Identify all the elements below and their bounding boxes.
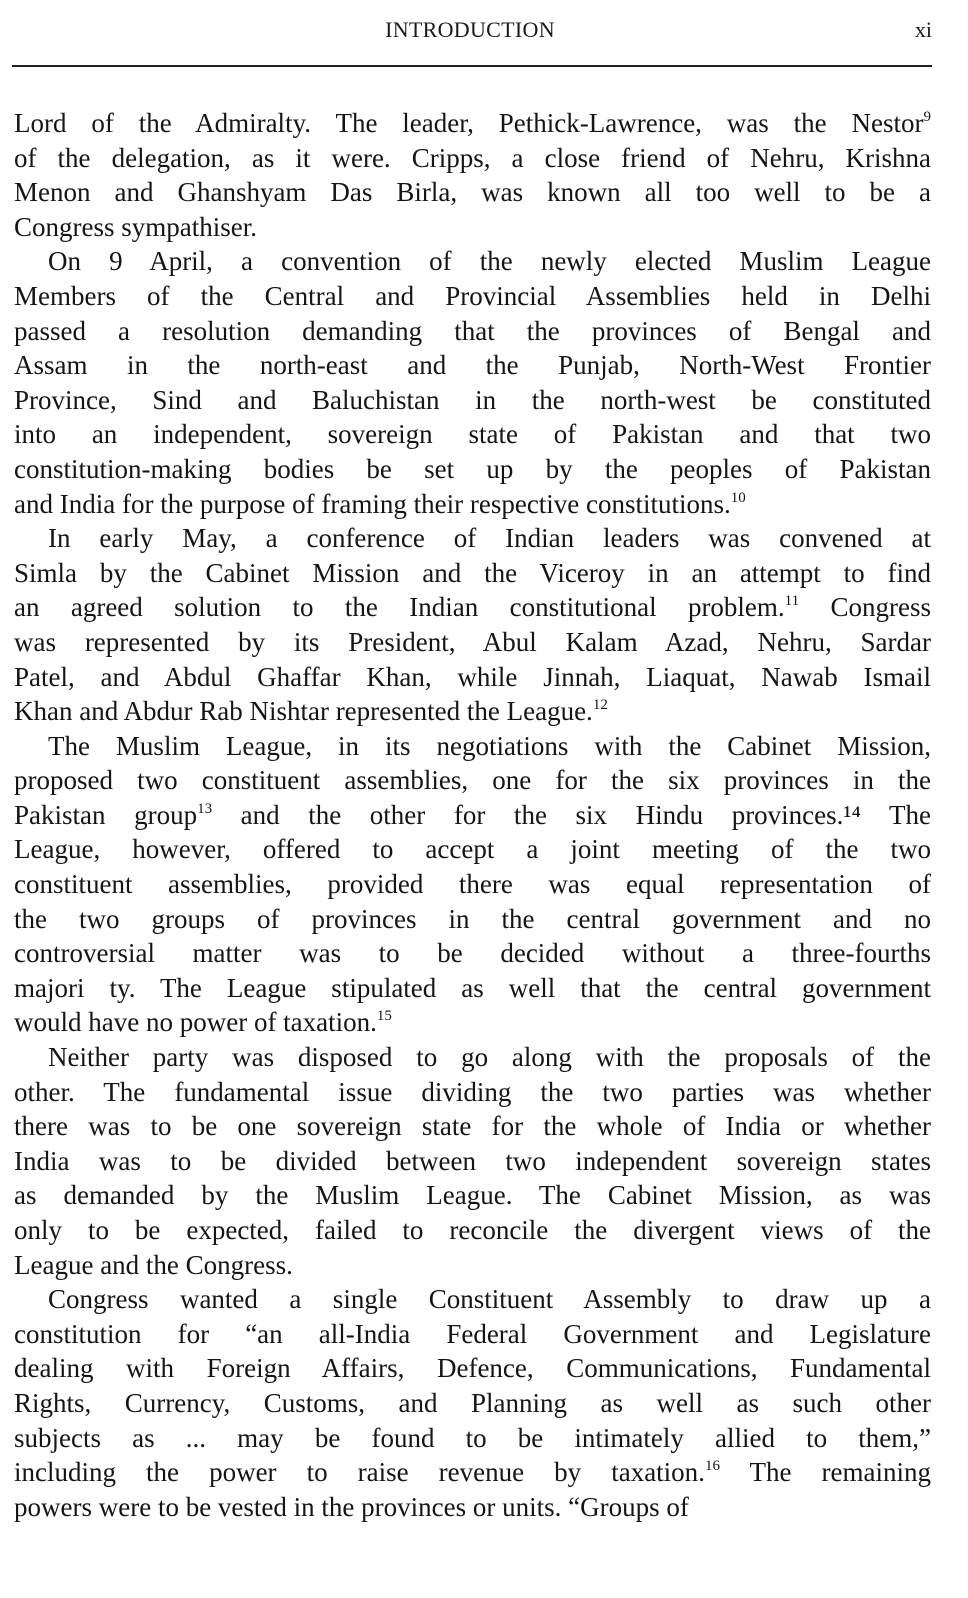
paragraph bbox=[14, 106, 931, 244]
line-text: The Muslim League, in its negotiations with the Cabinet Mission, bbox=[48, 730, 931, 761]
line-text-continued: and the other for the six Hindu provinces.¹⁴ The bbox=[212, 799, 931, 830]
line-text: dealing with Foreign Affairs, Defence, Communications, Fundamental bbox=[14, 1353, 931, 1384]
footnote-marker[interactable]: 13 bbox=[197, 800, 213, 817]
text-line bbox=[14, 729, 931, 764]
line-text: Assam in the north-east and the Punjab, North-West Frontier bbox=[14, 350, 931, 381]
text-line bbox=[14, 452, 931, 487]
paragraph bbox=[14, 1282, 931, 1524]
line-text: Lord of the Admiralty. The leader, Pethick-Lawrence, was the Nestor bbox=[14, 108, 924, 138]
text-line bbox=[14, 383, 931, 418]
line-text: Patel, and Abdul Ghaffar Khan, while Jinnah, Liaquat, Nawab Ismail bbox=[14, 661, 931, 692]
line-text: and India for the purpose of framing their respective constitutions. bbox=[14, 488, 731, 519]
line-text-continued: Congress bbox=[799, 592, 931, 623]
text-line bbox=[14, 1248, 931, 1283]
line-text: Rights, Currency, Customs, and Planning as well as such other bbox=[14, 1387, 931, 1418]
line-text: majori ty. The League stipulated as well that the central government bbox=[14, 972, 931, 1003]
text-line bbox=[14, 210, 931, 245]
line-text: would have no power of taxation. bbox=[14, 1007, 377, 1038]
line-text: Province, Sind and Baluchistan in the north-west be constituted bbox=[14, 384, 931, 415]
text-line bbox=[14, 141, 931, 176]
text-line bbox=[14, 1178, 931, 1213]
line-text: there was to be one sovereign state for the whole of India or whether bbox=[14, 1111, 931, 1142]
text-line bbox=[14, 521, 931, 556]
line-text: constituent assemblies, provided there was equal representation of bbox=[14, 869, 931, 900]
text-line bbox=[14, 279, 931, 314]
text-line bbox=[14, 106, 931, 141]
paragraph bbox=[14, 244, 931, 521]
text-line bbox=[14, 175, 931, 210]
line-text: powers were to be vested in the provinces or units. “Groups of bbox=[14, 1491, 689, 1522]
text-line bbox=[14, 902, 931, 937]
text-line bbox=[14, 867, 931, 902]
line-text: including the power to raise revenue by taxation. bbox=[14, 1457, 705, 1488]
line-text: passed a resolution demanding that the provinces of Bengal and bbox=[14, 315, 931, 346]
text-line bbox=[14, 694, 931, 729]
text-line bbox=[14, 832, 931, 867]
text-line bbox=[14, 244, 931, 279]
text-line bbox=[14, 487, 931, 522]
line-text: Congress sympathiser. bbox=[14, 211, 257, 242]
footnote-marker[interactable]: 11 bbox=[784, 593, 800, 610]
footnote-marker[interactable]: 16 bbox=[704, 1458, 720, 1475]
line-text: the two groups of provinces in the central government and no bbox=[14, 903, 931, 934]
page-number: xi bbox=[914, 17, 932, 42]
line-text: Members of the Central and Provincial Assemblies held in Delhi bbox=[14, 280, 931, 311]
line-text: constitution-making bodies be set up by the peoples of Pakistan bbox=[14, 453, 931, 484]
line-text: India was to be divided between two independent sovereign states bbox=[14, 1145, 931, 1176]
line-text: only to be expected, failed to reconcile the divergent views of the bbox=[14, 1215, 931, 1245]
text-line bbox=[14, 1317, 931, 1352]
running-head: INTRODUCTION bbox=[385, 17, 555, 42]
text-line bbox=[14, 314, 931, 349]
line-text: controversial matter was to be decided without a three-fourths bbox=[14, 938, 931, 969]
line-text: other. The fundamental issue dividing the two parties was whether bbox=[14, 1076, 931, 1107]
line-text: subjects as ... may be found to be intimately allied to them,” bbox=[14, 1422, 931, 1453]
line-text: League and the Congress. bbox=[14, 1249, 293, 1280]
paragraph bbox=[14, 521, 931, 729]
line-text: of the delegation, as it were. Cripps, a close friend of Nehru, Krishna bbox=[14, 142, 931, 173]
line-text: constitution for “an all-India Federal Government and Legislature bbox=[14, 1318, 931, 1349]
text-line bbox=[14, 936, 931, 971]
text-line bbox=[14, 1040, 931, 1075]
footnote-marker[interactable]: 9 bbox=[923, 109, 931, 125]
line-text: as demanded by the Muslim League. The Cabinet Mission, as was bbox=[14, 1180, 931, 1211]
text-line bbox=[14, 660, 931, 695]
footnote-marker[interactable]: 10 bbox=[730, 489, 746, 506]
text-line bbox=[14, 590, 931, 625]
text-line bbox=[14, 971, 931, 1006]
line-text: Pakistan group bbox=[14, 799, 198, 830]
footnote-marker[interactable]: 15 bbox=[376, 1008, 392, 1025]
line-text: League, however, offered to accept a joint meeting of the two bbox=[14, 834, 931, 865]
text-line bbox=[14, 1421, 931, 1456]
line-text: Menon and Ghanshyam Das Birla, was known all too well to be a bbox=[14, 177, 931, 208]
line-text: Congress wanted a single Constituent Assembly to draw up a bbox=[48, 1284, 931, 1315]
body-text bbox=[14, 106, 931, 1524]
page-header bbox=[0, 0, 968, 70]
text-line bbox=[14, 1386, 931, 1421]
paragraph bbox=[14, 1040, 931, 1282]
line-text: proposed two constituent assemblies, one for the six provinces in the bbox=[14, 765, 931, 796]
paragraph bbox=[14, 729, 931, 1040]
line-text: an agreed solution to the Indian constitutional problem. bbox=[14, 592, 785, 623]
text-line bbox=[14, 763, 931, 798]
text-line bbox=[14, 417, 931, 452]
header-rule bbox=[12, 65, 932, 67]
line-text: Neither party was disposed to go along with the proposals of the bbox=[48, 1042, 931, 1073]
text-line bbox=[14, 1282, 931, 1317]
line-text: was represented by its President, Abul Kalam Azad, Nehru, Sardar bbox=[14, 626, 931, 657]
text-line bbox=[14, 798, 931, 833]
line-text-continued: The remaining bbox=[719, 1457, 931, 1488]
line-text: On 9 April, a convention of the newly elected Muslim League bbox=[48, 246, 931, 277]
text-line bbox=[14, 556, 931, 591]
line-text: In early May, a conference of Indian leaders was convened at bbox=[48, 523, 931, 554]
text-line bbox=[14, 1109, 931, 1144]
text-line bbox=[14, 625, 931, 660]
footnote-marker[interactable]: 12 bbox=[592, 697, 608, 714]
text-line bbox=[14, 1144, 931, 1179]
text-line bbox=[14, 1213, 931, 1248]
line-text: Khan and Abdur Rab Nishtar represented the League. bbox=[14, 696, 593, 727]
text-line bbox=[14, 1455, 931, 1490]
text-line bbox=[14, 1005, 931, 1040]
text-line bbox=[14, 1490, 931, 1525]
line-text: Simla by the Cabinet Mission and the Viceroy in an attempt to find bbox=[14, 557, 931, 588]
line-text: into an independent, sovereign state of Pakistan and that two bbox=[14, 419, 931, 450]
text-line bbox=[14, 348, 931, 383]
text-line bbox=[14, 1075, 931, 1110]
text-line bbox=[14, 1351, 931, 1386]
